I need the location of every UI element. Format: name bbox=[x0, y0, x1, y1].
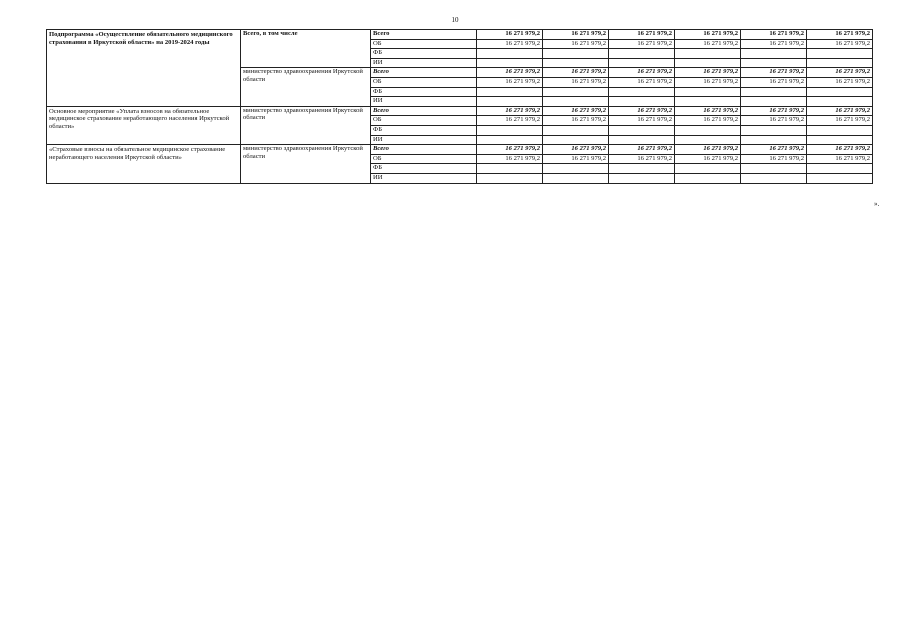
amount-cell bbox=[609, 164, 675, 174]
amount-cell: 16 271 979,2 bbox=[675, 30, 741, 40]
amount-cell bbox=[807, 97, 873, 107]
amount-cell: 16 271 979,2 bbox=[543, 154, 609, 164]
funding-table bbox=[46, 29, 873, 184]
amount-cell bbox=[609, 97, 675, 107]
amount-cell bbox=[543, 97, 609, 107]
amount-cell bbox=[741, 58, 807, 68]
amount-cell bbox=[675, 125, 741, 135]
amount-cell: 16 271 979,2 bbox=[543, 39, 609, 49]
amount-cell: 16 271 979,2 bbox=[609, 68, 675, 78]
amount-cell: 16 271 979,2 bbox=[609, 154, 675, 164]
source-label-cell: ОБ bbox=[371, 39, 477, 49]
amount-cell bbox=[675, 164, 741, 174]
source-label-cell: ОБ bbox=[371, 77, 477, 87]
amount-cell: 16 271 979,2 bbox=[477, 30, 543, 40]
amount-cell: 16 271 979,2 bbox=[477, 39, 543, 49]
amount-cell: 16 271 979,2 bbox=[675, 77, 741, 87]
amount-cell: 16 271 979,2 bbox=[477, 145, 543, 155]
amount-cell: 16 271 979,2 bbox=[609, 116, 675, 126]
amount-cell bbox=[675, 58, 741, 68]
amount-cell: 16 271 979,2 bbox=[807, 39, 873, 49]
amount-cell: 16 271 979,2 bbox=[675, 154, 741, 164]
source-label-cell: ФБ bbox=[371, 125, 477, 135]
amount-cell: 16 271 979,2 bbox=[543, 116, 609, 126]
amount-cell bbox=[477, 58, 543, 68]
amount-cell bbox=[807, 87, 873, 97]
amount-cell bbox=[609, 87, 675, 97]
amount-cell bbox=[807, 164, 873, 174]
amount-cell: 16 271 979,2 bbox=[741, 116, 807, 126]
amount-cell: 16 271 979,2 bbox=[741, 154, 807, 164]
amount-cell: 16 271 979,2 bbox=[477, 116, 543, 126]
amount-cell: 16 271 979,2 bbox=[609, 145, 675, 155]
amount-cell: 16 271 979,2 bbox=[741, 145, 807, 155]
amount-cell: 16 271 979,2 bbox=[543, 30, 609, 40]
source-label-cell: Всего bbox=[371, 106, 477, 116]
amount-cell: 16 271 979,2 bbox=[807, 145, 873, 155]
amount-cell bbox=[543, 135, 609, 145]
program-name-cell: Подпрограмма «Осуществление обязательного медицинского страхования в Иркутской области» на 2019-2024 годы bbox=[47, 30, 241, 107]
amount-cell bbox=[675, 97, 741, 107]
table-row bbox=[47, 30, 873, 40]
closing-quote-mark: ». bbox=[874, 200, 880, 208]
amount-cell: 16 271 979,2 bbox=[543, 106, 609, 116]
amount-cell bbox=[609, 135, 675, 145]
executor-cell: министерство здравоохранения Иркутской области bbox=[241, 145, 371, 183]
program-name-cell: «Страховые взносы на обязательное медицинское страхование неработающего населения Иркутской области» bbox=[47, 145, 241, 183]
amount-cell bbox=[741, 87, 807, 97]
amount-cell: 16 271 979,2 bbox=[477, 68, 543, 78]
amount-cell: 16 271 979,2 bbox=[477, 106, 543, 116]
amount-cell bbox=[675, 173, 741, 183]
amount-cell bbox=[543, 58, 609, 68]
amount-cell bbox=[807, 125, 873, 135]
amount-cell bbox=[741, 49, 807, 59]
amount-cell: 16 271 979,2 bbox=[543, 77, 609, 87]
amount-cell: 16 271 979,2 bbox=[675, 106, 741, 116]
executor-cell: Всего, в том числе bbox=[241, 30, 371, 68]
table-body bbox=[47, 30, 873, 184]
amount-cell bbox=[609, 58, 675, 68]
source-label-cell: ФБ bbox=[371, 87, 477, 97]
amount-cell bbox=[543, 49, 609, 59]
amount-cell: 16 271 979,2 bbox=[807, 77, 873, 87]
source-label-cell: Всего bbox=[371, 145, 477, 155]
amount-cell bbox=[741, 97, 807, 107]
table-row bbox=[47, 106, 873, 116]
amount-cell bbox=[741, 164, 807, 174]
amount-cell bbox=[543, 164, 609, 174]
amount-cell: 16 271 979,2 bbox=[741, 39, 807, 49]
source-label-cell: ИИ bbox=[371, 58, 477, 68]
amount-cell bbox=[543, 87, 609, 97]
source-label-cell: Всего bbox=[371, 68, 477, 78]
amount-cell: 16 271 979,2 bbox=[741, 77, 807, 87]
amount-cell: 16 271 979,2 bbox=[807, 154, 873, 164]
amount-cell bbox=[675, 49, 741, 59]
amount-cell bbox=[609, 125, 675, 135]
amount-cell: 16 271 979,2 bbox=[609, 106, 675, 116]
amount-cell: 16 271 979,2 bbox=[543, 68, 609, 78]
amount-cell: 16 271 979,2 bbox=[477, 77, 543, 87]
amount-cell: 16 271 979,2 bbox=[675, 145, 741, 155]
amount-cell: 16 271 979,2 bbox=[609, 77, 675, 87]
program-name-cell: Основное мероприятие «Уплата взносов на обязательное медицинское страхование неработающего населения Иркутской области» bbox=[47, 106, 241, 144]
amount-cell bbox=[609, 49, 675, 59]
source-label-cell: ОБ bbox=[371, 116, 477, 126]
executor-cell: министерство здравоохранения Иркутской области bbox=[241, 106, 371, 144]
amount-cell: 16 271 979,2 bbox=[741, 68, 807, 78]
amount-cell: 16 271 979,2 bbox=[807, 68, 873, 78]
amount-cell bbox=[807, 135, 873, 145]
amount-cell: 16 271 979,2 bbox=[741, 30, 807, 40]
amount-cell: 16 271 979,2 bbox=[675, 39, 741, 49]
amount-cell bbox=[477, 87, 543, 97]
amount-cell bbox=[477, 125, 543, 135]
amount-cell: 16 271 979,2 bbox=[609, 39, 675, 49]
amount-cell bbox=[741, 125, 807, 135]
amount-cell: 16 271 979,2 bbox=[741, 106, 807, 116]
amount-cell bbox=[675, 87, 741, 97]
amount-cell bbox=[741, 173, 807, 183]
amount-cell bbox=[741, 135, 807, 145]
amount-cell: 16 271 979,2 bbox=[477, 154, 543, 164]
source-label-cell: ИИ bbox=[371, 173, 477, 183]
amount-cell bbox=[675, 135, 741, 145]
amount-cell bbox=[477, 135, 543, 145]
amount-cell: 16 271 979,2 bbox=[807, 30, 873, 40]
page-number: 10 bbox=[451, 16, 459, 24]
amount-cell bbox=[543, 173, 609, 183]
amount-cell bbox=[807, 49, 873, 59]
amount-cell bbox=[609, 173, 675, 183]
table-row bbox=[47, 145, 873, 155]
amount-cell: 16 271 979,2 bbox=[807, 116, 873, 126]
amount-cell bbox=[477, 97, 543, 107]
source-label-cell: ФБ bbox=[371, 164, 477, 174]
source-label-cell: Всего bbox=[371, 30, 477, 40]
amount-cell bbox=[477, 173, 543, 183]
amount-cell: 16 271 979,2 bbox=[675, 116, 741, 126]
amount-cell bbox=[543, 125, 609, 135]
amount-cell bbox=[807, 173, 873, 183]
amount-cell bbox=[807, 58, 873, 68]
amount-cell bbox=[477, 164, 543, 174]
amount-cell bbox=[477, 49, 543, 59]
amount-cell: 16 271 979,2 bbox=[609, 30, 675, 40]
source-label-cell: ОБ bbox=[371, 154, 477, 164]
amount-cell: 16 271 979,2 bbox=[807, 106, 873, 116]
source-label-cell: ИИ bbox=[371, 135, 477, 145]
amount-cell: 16 271 979,2 bbox=[675, 68, 741, 78]
amount-cell: 16 271 979,2 bbox=[543, 145, 609, 155]
source-label-cell: ИИ bbox=[371, 97, 477, 107]
executor-cell: министерство здравоохранения Иркутской области bbox=[241, 68, 371, 106]
source-label-cell: ФБ bbox=[371, 49, 477, 59]
